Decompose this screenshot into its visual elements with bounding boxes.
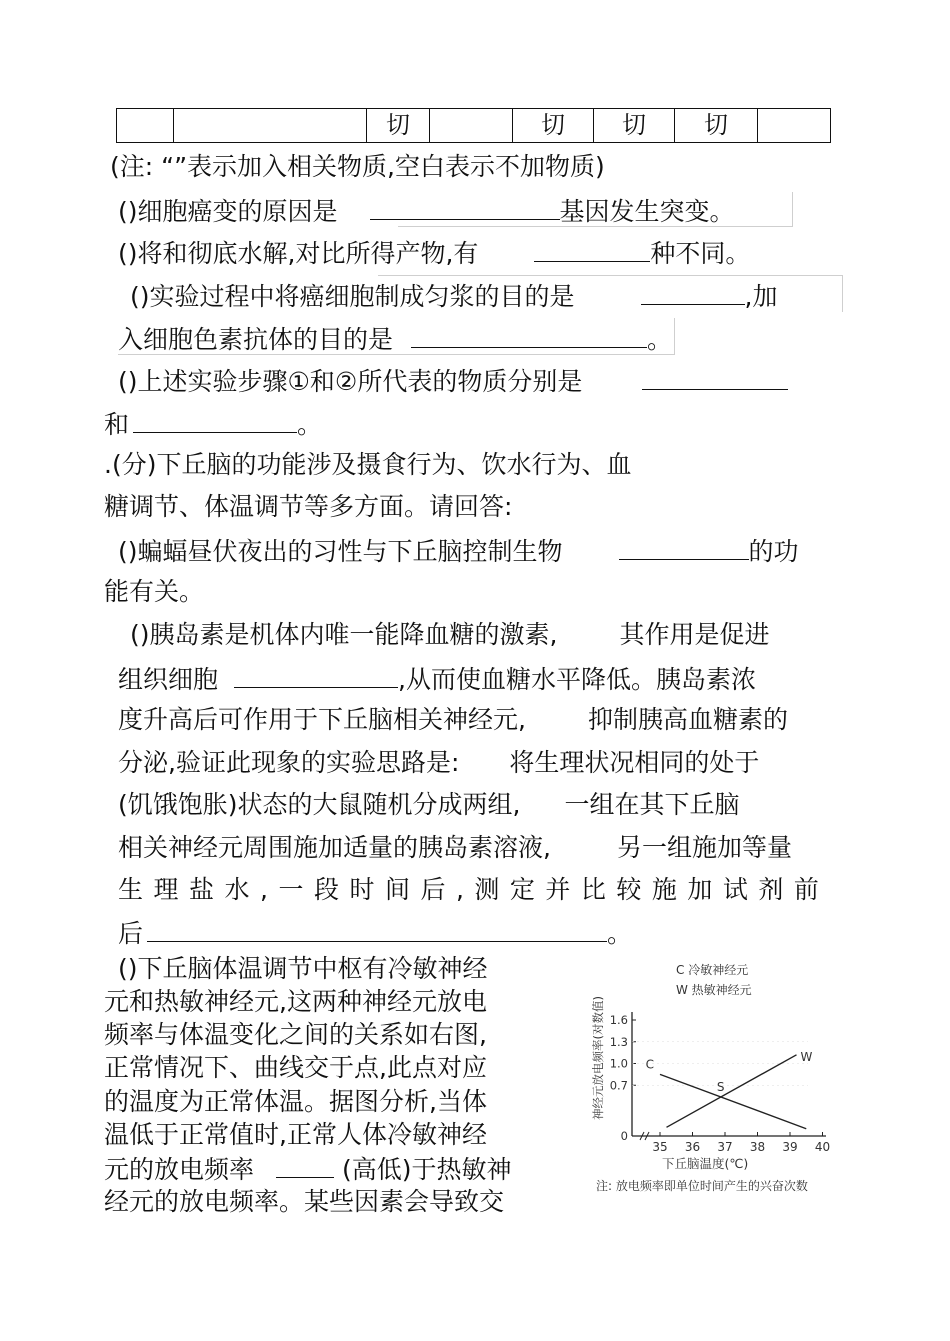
series-line-C bbox=[660, 1074, 806, 1128]
table-cell: 切 bbox=[367, 109, 430, 143]
answer-blank[interactable] bbox=[234, 661, 398, 688]
section-heading: 糖调节、体温调节等多方面。请回答: bbox=[104, 492, 513, 521]
question-text: ()将和彻底水解,对比所得产物,有 bbox=[118, 239, 479, 268]
series-line-W bbox=[667, 1055, 797, 1128]
table-cell bbox=[758, 109, 831, 143]
table-cell bbox=[430, 109, 513, 143]
y-tick-label: 1.3 bbox=[609, 1034, 628, 1049]
chart-note: 注: 放电频率即单位时间产生的兴奋次数 bbox=[596, 1179, 808, 1193]
question-text: ()下丘脑体温调节中枢有冷敏神经 bbox=[118, 954, 488, 983]
question-text: 组织细胞 bbox=[118, 665, 219, 694]
question-text: 。 bbox=[297, 410, 323, 439]
question-text: 经元的放电频率。某些因素会导致交 bbox=[104, 1187, 505, 1216]
question-text: ()上述实验步骤①和②所代表的物质分别是 bbox=[118, 367, 583, 396]
question-text: 频率与体温变化之间的关系如右图, bbox=[104, 1020, 487, 1049]
answer-blank[interactable] bbox=[411, 321, 647, 348]
question-line bbox=[118, 363, 788, 399]
question-text: ,加 bbox=[744, 282, 778, 311]
question-text: ()实验过程中将癌细胞制成匀浆的目的是 bbox=[130, 282, 575, 311]
question-text: (高低)于热敏神 bbox=[342, 1155, 512, 1184]
y-tick-label: 1.0 bbox=[609, 1056, 628, 1071]
question-line bbox=[118, 746, 759, 780]
table-cell bbox=[174, 109, 367, 143]
x-tick-label: 35 bbox=[652, 1140, 668, 1154]
question-line bbox=[130, 278, 777, 314]
x-tick-label: 40 bbox=[814, 1140, 831, 1154]
chart-axes bbox=[632, 1012, 826, 1140]
answer-blank[interactable] bbox=[147, 915, 607, 942]
question-line bbox=[118, 235, 750, 271]
section-heading: .(分)下丘脑的功能涉及摄食行为、饮水行为、血 bbox=[104, 450, 632, 479]
question-text: 温低于正常值时,正常人体冷敏神经 bbox=[104, 1120, 487, 1149]
question-line bbox=[118, 915, 632, 951]
question-text: 另一组施加等量 bbox=[616, 833, 792, 862]
table-cell: 切 bbox=[594, 109, 675, 143]
question-text: 度升高后可作用于下丘脑相关神经元, bbox=[118, 705, 526, 734]
question-text: 一组在其下丘脑 bbox=[564, 790, 740, 819]
question-line bbox=[130, 618, 769, 652]
question-text: 。 bbox=[607, 919, 633, 948]
question-text: 正常情况下、曲线交于点,此点对应 bbox=[104, 1053, 487, 1082]
y-tick-label: 1.6 bbox=[609, 1013, 628, 1027]
y-tick-label: 0 bbox=[620, 1129, 628, 1143]
question-text: 元的放电频率 bbox=[104, 1155, 255, 1184]
question-line bbox=[104, 406, 322, 442]
y-tick-label: 0.7 bbox=[609, 1078, 628, 1093]
x-tick-label: 38 bbox=[749, 1140, 766, 1154]
series-label-W: W bbox=[800, 1049, 813, 1064]
x-axis-label: 下丘脑温度(℃) bbox=[662, 1156, 749, 1171]
question-text: 基因发生突变。 bbox=[559, 197, 735, 226]
table-cell bbox=[117, 109, 174, 143]
table-cell: 切 bbox=[675, 109, 758, 143]
table-cell: 切 bbox=[513, 109, 594, 143]
table-row bbox=[117, 109, 831, 143]
question-line bbox=[118, 321, 672, 357]
question-line bbox=[118, 661, 756, 697]
x-tick-label: 36 bbox=[684, 1140, 701, 1154]
x-tick-label: 39 bbox=[782, 1140, 798, 1154]
question-line bbox=[118, 533, 799, 569]
answer-blank[interactable] bbox=[534, 235, 650, 262]
question-text: 其作用是促进 bbox=[619, 620, 770, 649]
reagent-table bbox=[116, 108, 831, 143]
question-line bbox=[118, 788, 739, 822]
answer-blank[interactable] bbox=[642, 363, 788, 390]
question-text: (饥饿饱胀)状态的大鼠随机分成两组, bbox=[118, 790, 521, 819]
answer-blank[interactable] bbox=[370, 193, 560, 220]
question-text: 抑制胰高血糖素的 bbox=[587, 705, 788, 734]
neuron-frequency-chart bbox=[588, 952, 850, 1202]
question-text: ()细胞癌变的原因是 bbox=[118, 197, 338, 226]
legend-entry: W 热敏神经元 bbox=[676, 983, 752, 997]
question-line bbox=[118, 831, 792, 865]
question-text: 。 bbox=[647, 325, 673, 354]
question-text: 元和热敏神经元,这两种神经元放电 bbox=[104, 987, 487, 1016]
answer-blank[interactable] bbox=[641, 278, 745, 305]
question-line bbox=[104, 1151, 512, 1187]
question-text: 将生理状况相同的处于 bbox=[509, 748, 760, 777]
answer-blank[interactable] bbox=[276, 1151, 334, 1178]
x-tick-label: 37 bbox=[717, 1140, 733, 1154]
legend-entry: C 冷敏神经元 bbox=[676, 963, 749, 977]
question-text: 生理盐水,一段时间后,测定并比较施加试剂前 bbox=[118, 875, 830, 904]
question-text: 和 bbox=[104, 410, 130, 439]
question-text: ,从而使血糖水平降低。胰岛素浓 bbox=[398, 665, 756, 694]
question-line bbox=[118, 703, 788, 737]
question-text: 后 bbox=[118, 919, 144, 948]
question-text: 分泌,验证此现象的实验思路是: bbox=[118, 748, 460, 777]
question-text: 的温度为正常体温。据图分析,当体 bbox=[104, 1087, 487, 1116]
table-note: (注: “”表示加入相关物质,空白表示不加物质) bbox=[110, 152, 605, 181]
intersection-label: S bbox=[716, 1079, 725, 1094]
question-text: ()蝙蝠昼伏夜出的习性与下丘脑控制生物 bbox=[118, 537, 563, 566]
chart-series bbox=[646, 1050, 813, 1129]
answer-blank[interactable] bbox=[133, 406, 297, 433]
y-axis-label: 神经元放电频率(对数值) bbox=[591, 996, 605, 1120]
question-text: ()胰岛素是机体内唯一能降血糖的激素, bbox=[130, 620, 558, 649]
question-text: 入细胞色素抗体的目的是 bbox=[118, 325, 394, 354]
question-text: 种不同。 bbox=[650, 239, 751, 268]
answer-blank[interactable] bbox=[619, 533, 749, 560]
question-text: 相关神经元周围施加适量的胰岛素溶液, bbox=[118, 833, 551, 862]
question-text: 能有关。 bbox=[104, 577, 205, 606]
series-label-C: C bbox=[645, 1057, 654, 1072]
question-line bbox=[118, 193, 735, 229]
question-text: 的功 bbox=[748, 537, 799, 566]
